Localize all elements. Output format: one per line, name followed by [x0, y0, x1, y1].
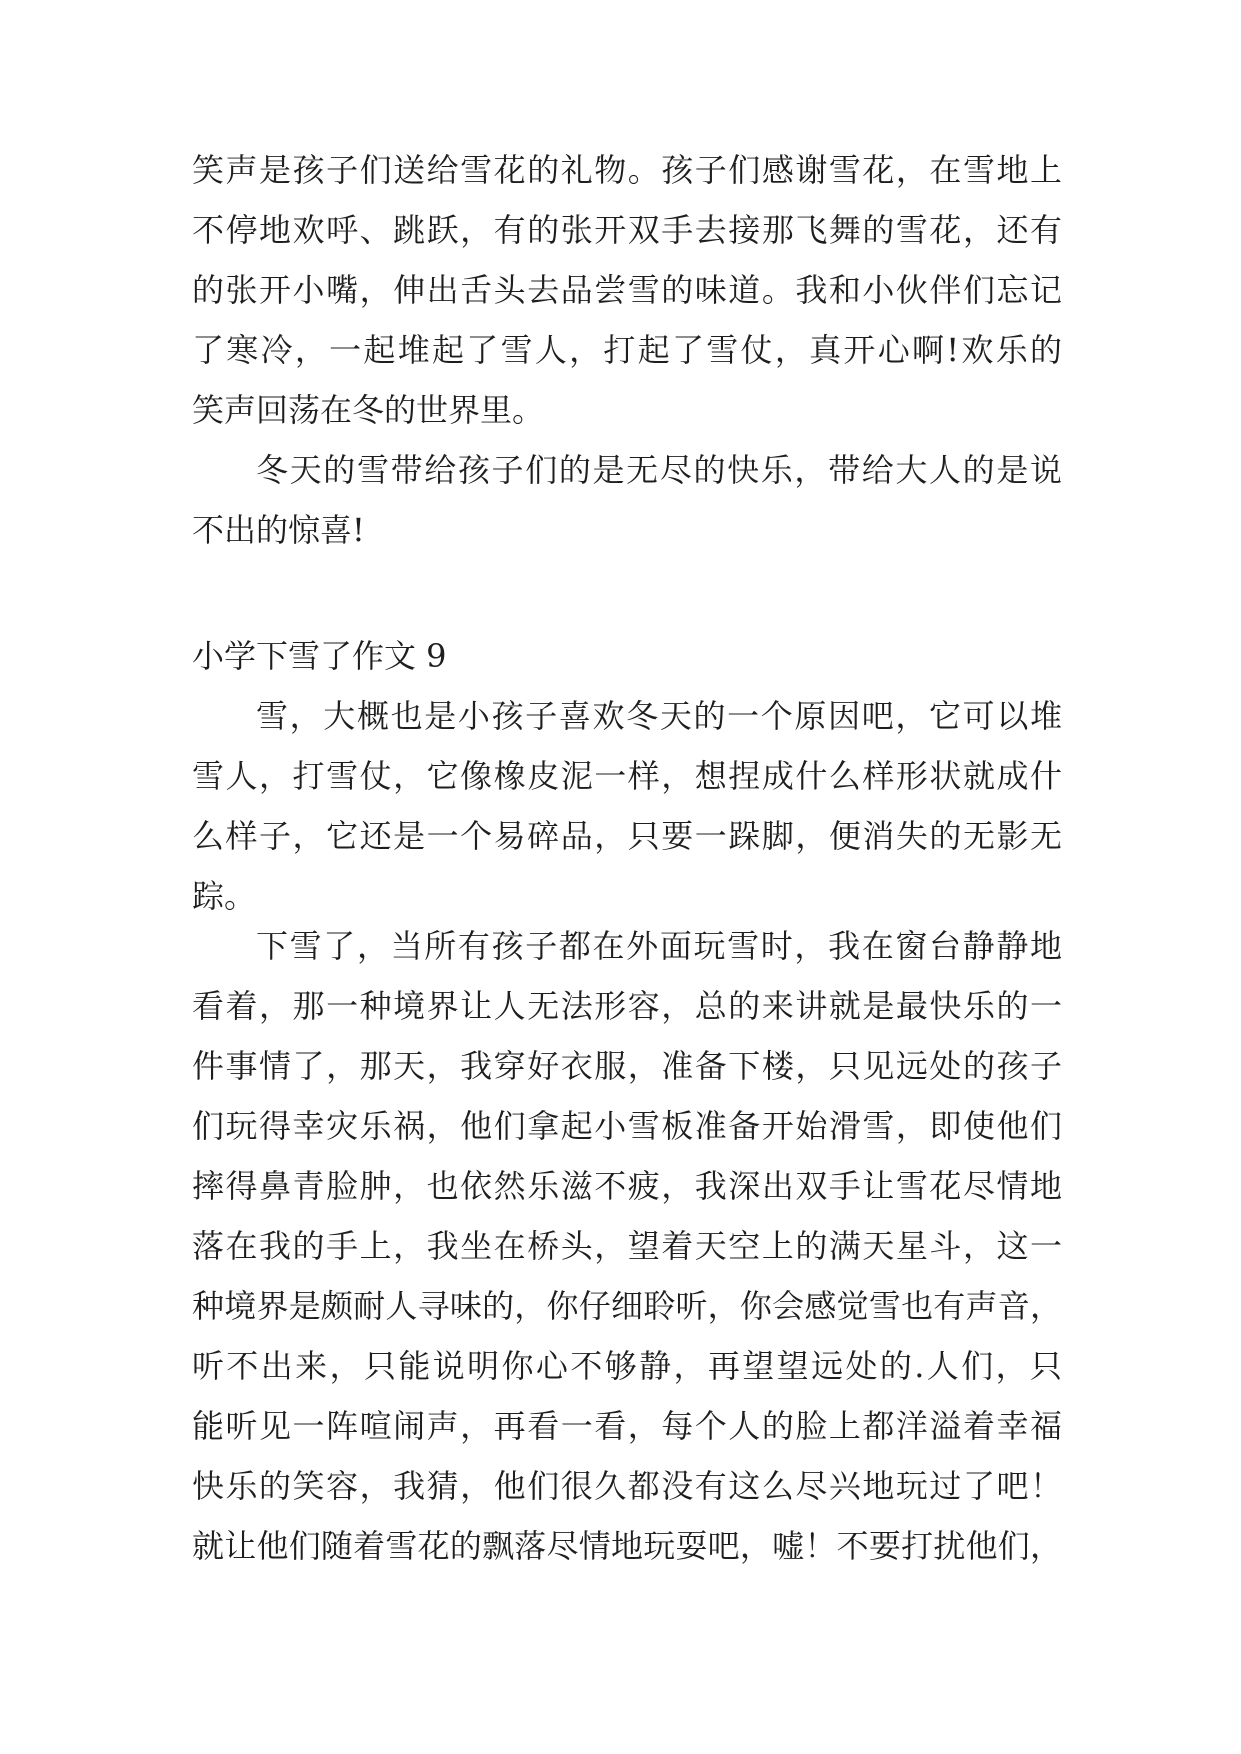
paragraph-line: 不停地欢呼、跳跃，有的张开双手去接那飞舞的雪花，还有	[192, 211, 1062, 249]
paragraph-line: 雪人，打雪仗，它像橡皮泥一样，想捏成什么样形状就成什	[192, 757, 1062, 795]
paragraph-line: 踪。	[192, 877, 257, 915]
paragraph-line: 落在我的手上，我坐在桥头，望着天空上的满天星斗，这一	[192, 1227, 1062, 1265]
paragraph-line: 快乐的笑容，我猜，他们很久都没有这么尽兴地玩过了吧！	[192, 1467, 1062, 1505]
paragraph-line: 们玩得幸灾乐祸，他们拿起小雪板准备开始滑雪，即使他们	[192, 1107, 1062, 1145]
paragraph-line: 么样子，它还是一个易碎品，只要一跺脚，便消失的无影无	[192, 817, 1062, 855]
paragraph-line: 笑声是孩子们送给雪花的礼物。孩子们感谢雪花，在雪地上	[192, 151, 1062, 189]
paragraph-line: 件事情了，那天，我穿好衣服，准备下楼，只见远处的孩子	[192, 1047, 1062, 1085]
paragraph-line: 冬天的雪带给孩子们的是无尽的快乐，带给大人的是说	[256, 451, 1062, 489]
paragraph-line: 笑声回荡在冬的世界里。	[192, 391, 545, 429]
paragraph-line: 就让他们随着雪花的飘落尽情地玩耍吧，嘘！不要打扰他们，	[192, 1527, 1062, 1565]
section-heading: 小学下雪了作文 9	[192, 637, 447, 675]
paragraph-line: 种境界是颇耐人寻味的，你仔细聆听，你会感觉雪也有声音，	[192, 1287, 1062, 1325]
paragraph-2	[192, 440, 1062, 560]
paragraph-4	[192, 916, 1062, 1576]
paragraph-line: 下雪了，当所有孩子都在外面玩雪时，我在窗台静静地	[256, 927, 1062, 965]
paragraph-line: 的张开小嘴，伸出舌头去品尝雪的味道。我和小伙伴们忘记	[192, 271, 1062, 309]
paragraph-3	[192, 686, 1062, 926]
paragraph-line: 摔得鼻青脸肿，也依然乐滋不疲，我深出双手让雪花尽情地	[192, 1167, 1062, 1205]
paragraph-1	[192, 140, 1062, 440]
paragraph-line: 看着，那一种境界让人无法形容，总的来讲就是最快乐的一	[192, 987, 1062, 1025]
paragraph-line: 雪，大概也是小孩子喜欢冬天的一个原因吧，它可以堆	[256, 697, 1062, 735]
paragraph-line: 能听见一阵喧闹声，再看一看，每个人的脸上都洋溢着幸福	[192, 1407, 1062, 1445]
paragraph-line: 了寒冷，一起堆起了雪人，打起了雪仗，真开心啊!欢乐的	[192, 331, 1062, 369]
paragraph-line: 听不出来，只能说明你心不够静，再望望远处的.人们，只	[192, 1347, 1062, 1385]
paragraph-line: 不出的惊喜!	[192, 511, 365, 549]
